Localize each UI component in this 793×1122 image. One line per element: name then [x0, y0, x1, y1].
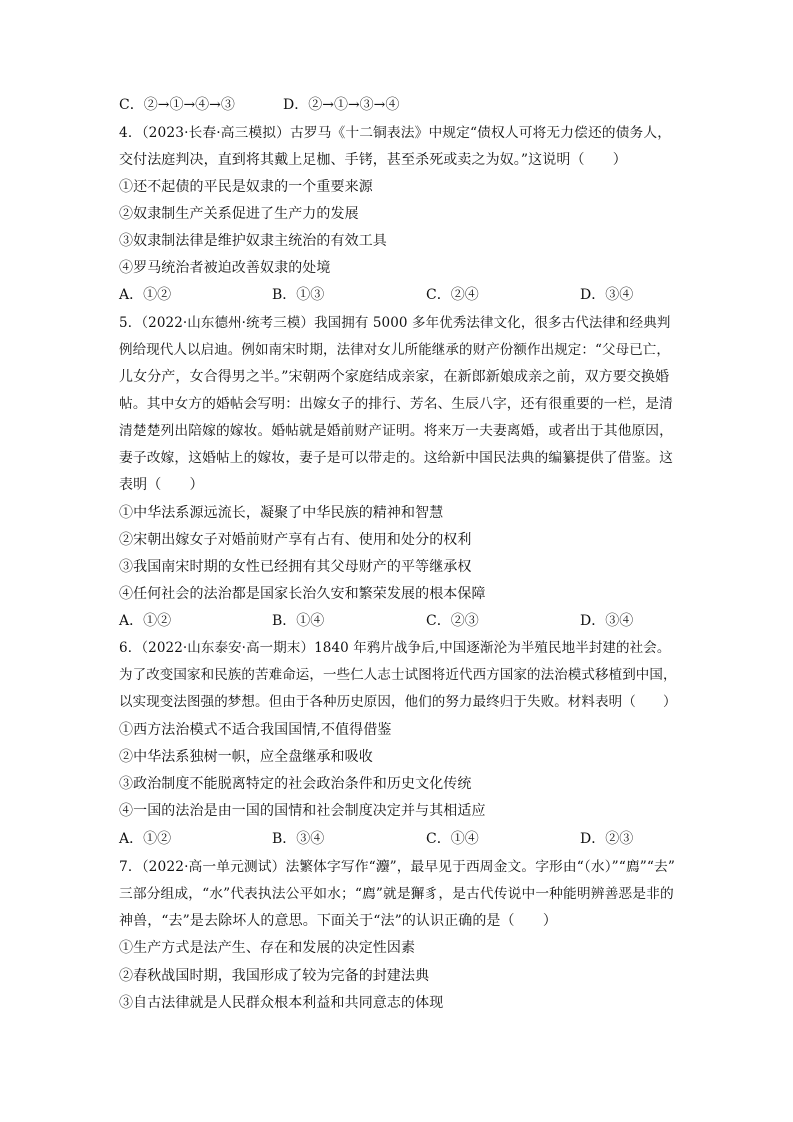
q5-item-3: ③我国南宋时期的女性已经拥有其父母财产的平等继承权 — [119, 559, 472, 575]
q6-stem-line: 为了改变国家和民族的苦难命运，一些仁人志士试图将近代西方国家的法治模式移植到中国， — [119, 667, 677, 683]
q6-option-c: C．①④ — [426, 831, 479, 847]
q5-option-c: C．②③ — [426, 613, 479, 629]
q4-stem-line: 交付法庭判决，直到将其戴上足枷、手铐，甚至杀死或卖之为奴。”这说明（ ） — [119, 152, 627, 168]
q4-option-c: C．②④ — [426, 287, 479, 303]
q5-stem-line: 儿女分产，女合得男之半。”宋朝两个家庭结成亲家，在新郎新娘成亲之前，双方要交换婚 — [119, 369, 670, 385]
q4-option-d: D．③④ — [580, 287, 634, 303]
q6-option-d: D．②③ — [580, 831, 634, 847]
q4-item-2: ②奴隶制生产关系促进了生产力的发展 — [119, 206, 359, 222]
q5-stem-line: 例给现代人以启迪。例如南宋时期，法律对女儿所能继承的财产份额作出规定：“父母已亡， — [119, 342, 670, 358]
q6-option-b: B．③④ — [272, 831, 325, 847]
q4-item-1: ①还不起债的平民是奴隶的一个重要来源 — [119, 179, 373, 195]
q6-item-4: ④一国的法治是由一国的国情和社会制度决定并与其相适应 — [119, 803, 486, 819]
q4-item-4: ④罗马统治者被迫改善奴隶的处境 — [119, 260, 331, 276]
q7-item-1: ①生产方式是法产生、存在和发展的决定性因素 — [119, 940, 416, 956]
q6-item-2: ②中华法系独树一帜，应全盘继承和吸收 — [119, 749, 373, 765]
q6-item-1: ①西方法治模式不适合我国国情,不值得借鉴 — [119, 722, 392, 738]
q3-option-d: D．②→①→③→④ — [283, 97, 400, 113]
q7-item-3: ③自古法律就是人民群众根本利益和共同意志的体现 — [119, 995, 444, 1011]
q5-stem-line: 妻子改嫁，这婚帖上的嫁妆，妻子是可以带走的。这给新中国民法典的编纂提供了借鉴。这 — [119, 450, 674, 466]
q3-option-c: C．②→①→④→③ — [119, 97, 235, 113]
q5-option-a: A．①② — [119, 613, 172, 629]
q5-option-b: B．①④ — [272, 613, 325, 629]
q5-item-1: ①中华法系源远流长，凝聚了中华民族的精神和智慧 — [119, 505, 444, 521]
q5-option-d: D．③④ — [580, 613, 634, 629]
q5-stem-line: 表明（ ） — [119, 477, 204, 493]
q6-item-3: ③政治制度不能脱离特定的社会政治条件和历史文化传统 — [119, 776, 472, 792]
q7-stem-line: 7．（2022·高一单元测试）法繁体字写作“灋”，最早见于西周金文。字形由“（水）”“廌”“去” — [119, 859, 676, 875]
q4-option-a: A．①② — [119, 287, 172, 303]
q4-stem-line: 4．（2023·长春·高三模拟）古罗马《十二铜表法》中规定“债权人可将无力偿还的债务人， — [119, 125, 672, 141]
q5-stem-line: 清楚楚列出陪嫁的嫁妆。婚帖就是婚前财产证明。将来万一夫妻离婚，或者出于其他原因， — [119, 423, 674, 439]
q7-stem-line: 神兽，“去”是去除坏人的意思。下面关于“法”的认识正确的是（ ） — [119, 913, 557, 929]
q5-item-2: ②宋朝出嫁女子对婚前财产享有占有、使用和处分的权利 — [119, 532, 472, 548]
q7-stem-line: 三部分组成，“水”代表执法公平如水；“廌”就是獬豸，是古代传说中一种能明辨善恶是非的 — [119, 886, 674, 902]
q6-stem-line: 以实现变法图强的梦想。但由于各种历史原因，他们的努力最终归于失败。材料表明（ ） — [119, 694, 677, 710]
q5-stem-line: 帖。其中女方的婚帖会写明：出嫁女子的排行、芳名、生辰八字，还有很重要的一栏，是清 — [119, 396, 674, 412]
q6-stem-line: 6．（2022·山东泰安·高一期末）1840 年鸦片战争后,中国逐渐沦为半殖民地半封建的社会。 — [119, 640, 671, 656]
q5-item-4: ④任何社会的法治都是国家长治久安和繁荣发展的根本保障 — [119, 586, 486, 602]
q4-item-3: ③奴隶制法律是维护奴隶主统治的有效工具 — [119, 233, 387, 249]
q5-stem-line: 5．（2022·山东德州·统考三模）我国拥有 5000 多年优秀法律文化，很多古代法律和经典判 — [119, 315, 671, 331]
q7-item-2: ②春秋战国时期，我国形成了较为完备的封建法典 — [119, 968, 430, 984]
q4-option-b: B．①③ — [272, 287, 325, 303]
q6-option-a: A．①② — [119, 831, 172, 847]
